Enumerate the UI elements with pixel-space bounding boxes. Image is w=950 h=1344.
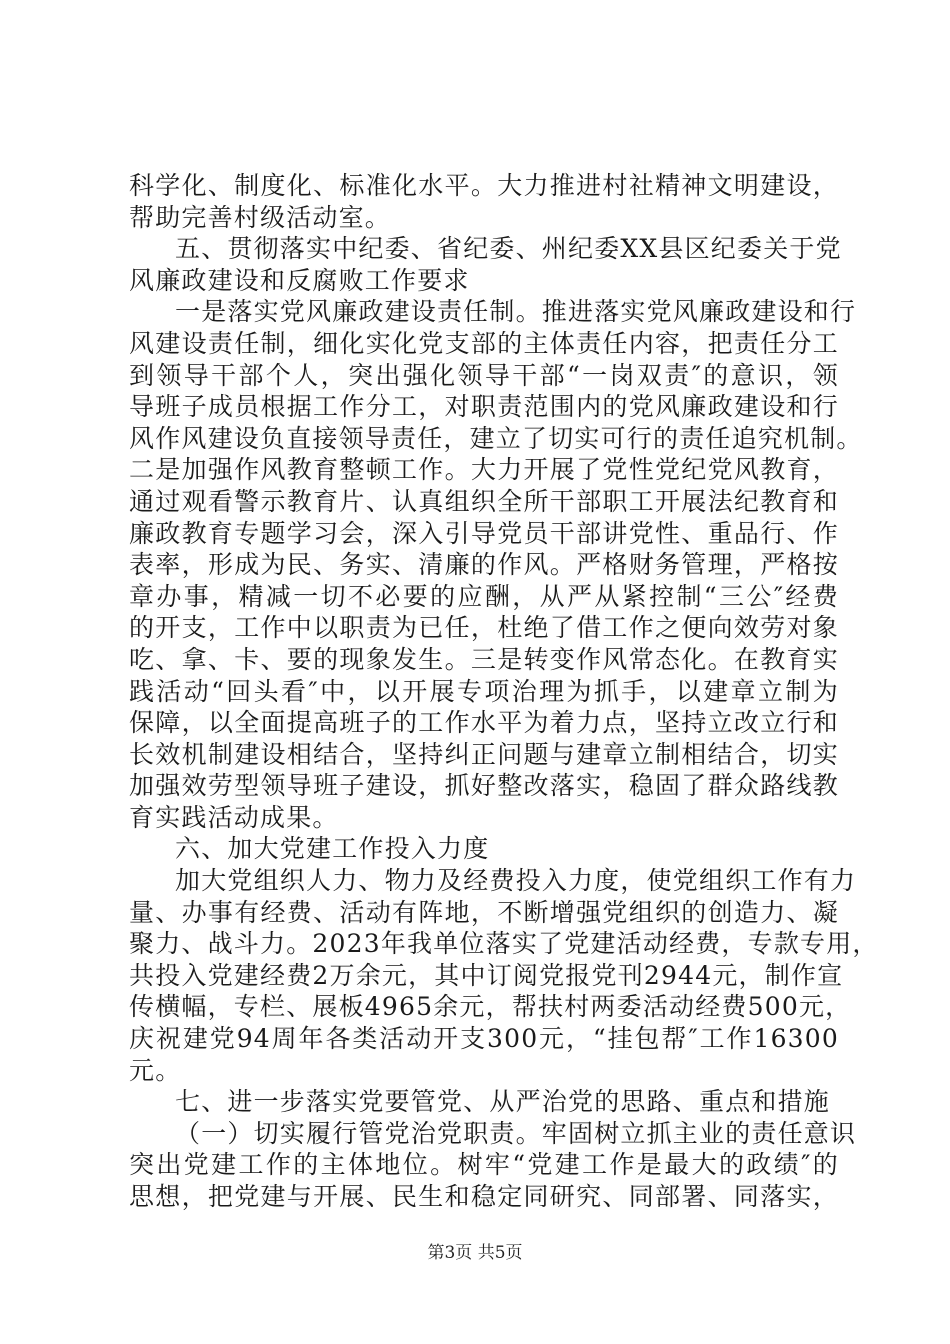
text-line: 帮助完善村级活动室。 [129, 202, 392, 232]
text-line: 加大党组织人力、物力及经费投入力度，使党组织工作有力 [175, 866, 857, 896]
text-line: 突出党建工作的主体地位。树牢“党建工作是最大的政绩″的 [129, 1150, 839, 1180]
text-line: 保障，以全面提高班子的工作水平为着力点，坚持立改立行和 [129, 708, 839, 738]
text-line: 二是加强作风教育整顿工作。大力开展了党性党纪党风教育， [129, 455, 839, 485]
document-body [129, 170, 879, 1213]
text-line: 聚力、战斗力。2023年我单位落实了党建活动经费，专款专用， [129, 929, 879, 959]
text-line: 科学化、制度化、标准化水平。大力推进村社精神文明建设， [129, 171, 839, 200]
section-heading: 六、加大党建工作投入力度 [175, 834, 490, 864]
text-line: 庆祝建党94周年各类活动开支300元，“挂包帮″工作16300 [129, 1024, 839, 1054]
text-line: 育实践活动成果。 [129, 802, 339, 832]
text-line: 量、办事有经费、活动有阵地，不断增强党组织的创造力、凝 [129, 897, 839, 927]
text-line: 导班子成员根据工作分工，对职责范围内的党风廉政建设和行 [129, 392, 839, 422]
text-line: 加强效劳型领导班子建设，抓好整改落实，稳固了群众路线教 [129, 771, 839, 801]
text-line: 长效机制建设相结合，坚持纠正问题与建章立制相结合，切实 [129, 739, 839, 769]
text-line: 吃、拿、卡、要的现象发生。三是转变作风常态化。在教育实 [129, 644, 839, 674]
text-line: （一）切实履行管党治党职责。牢固树立抓主业的责任意识 [175, 1118, 857, 1148]
section-heading: 五、贯彻落实中纪委、省纪委、州纪委XX县区纪委关于党 [175, 234, 842, 264]
text-line: 共投入党建经费2万余元，其中订阅党报党刊2944元，制作宣 [129, 960, 844, 990]
text-line: 到领导干部个人，突出强化领导干部“一岗双责″的意识，领 [129, 360, 839, 390]
text-line: 风建设责任制，细化实化党支部的主体责任内容，把责任分工 [129, 328, 839, 358]
text-line: 思想，把党建与开展、民生和稳定同研究、同部署、同落实， [129, 1182, 839, 1211]
text-line: 廉政教育专题学习会，深入引导党员干部讲党性、重品行、作 [129, 518, 839, 548]
text-line: 一是落实党风廉政建设责任制。推进落实党风廉政建设和行 [175, 297, 857, 327]
section-heading: 风廉政建设和反腐败工作要求 [129, 265, 470, 295]
text-line: 通过观看警示教育片、认真组织全所干部职工开展法纪教育和 [129, 486, 839, 516]
text-line: 风作风建设负直接领导责任，建立了切实可行的责任追究机制。 [129, 423, 863, 453]
text-line: 章办事，精减一切不必要的应酬，从严从紧控制“三公″经费 [129, 581, 839, 611]
text-line: 表率，形成为民、务实、清廉的作风。严格财务管理，严格按 [129, 550, 839, 580]
text-line: 传横幅，专栏、展板4965余元，帮扶村两委活动经费500元， [129, 992, 852, 1022]
text-line: 的开支，工作中以职责为已任，杜绝了借工作之便向效劳对象 [129, 613, 839, 643]
text-line: 践活动“回头看″中，以开展专项治理为抓手，以建章立制为 [129, 676, 839, 706]
text-line: 元。 [129, 1055, 182, 1085]
section-heading: 七、进一步落实党要管党、从严治党的思路、重点和措施 [175, 1087, 831, 1117]
page-number-footer: 第3页 共5页 [427, 1243, 523, 1263]
